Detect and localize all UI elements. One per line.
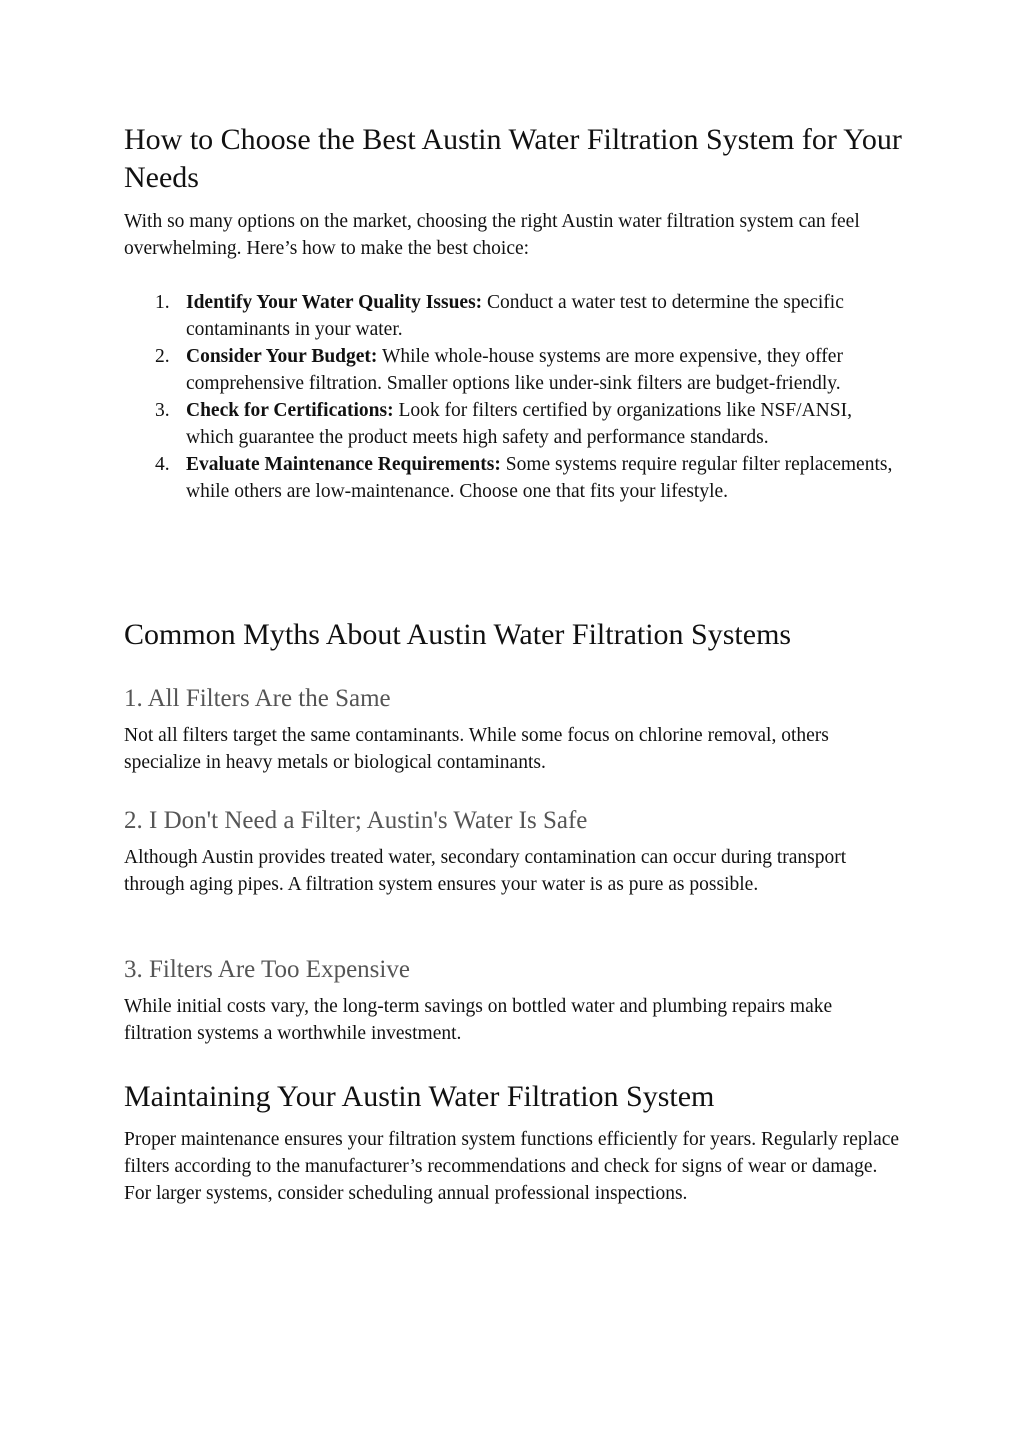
list-item-text: Look for filters certified by organizations like NSF/ANSI, which guarantee the product meets high safety and performance standards. xyxy=(186,400,852,448)
myth-heading: 3. Filters Are Too Expensive xyxy=(124,956,410,983)
list-item-number: 3. xyxy=(155,400,170,421)
list-item xyxy=(124,397,904,451)
section-intro-choose: With so many options on the market, choosing the right Austin water filtration system can feel overwhelming. Here’s how to make the best choice: xyxy=(124,211,860,259)
list-item xyxy=(124,343,904,397)
list-item-text: Some systems require regular filter replacements, while others are low-maintenance. Choose one that fits your lifestyle. xyxy=(186,454,893,502)
list-item-label: Check for Certifications: xyxy=(186,400,394,421)
section-title-choose: How to Choose the Best Austin Water Filtration System for Your Needs xyxy=(124,123,902,194)
list-item-text: Conduct a water test to determine the specific contaminants in your water. xyxy=(186,292,844,340)
section-title-maintenance: Maintaining Your Austin Water Filtration System xyxy=(124,1080,715,1113)
myth-paragraph: While initial costs vary, the long-term savings on bottled water and plumbing repairs make filtration systems a worthwhile investment. xyxy=(124,996,833,1044)
maintenance-paragraph: Proper maintenance ensures your filtration system functions efficiently for years. Regularly replace filters according to the manufacturer’s recommendations and check for signs of wear or damage. For larger systems, consider scheduling annual professional inspections. xyxy=(124,1129,900,1204)
list-item-label: Evaluate Maintenance Requirements: xyxy=(186,454,501,475)
list-item-label: Consider Your Budget: xyxy=(186,346,378,367)
criteria-list xyxy=(124,289,904,505)
myth-heading: 2. I Don't Need a Filter; Austin's Water Is Safe xyxy=(124,807,588,834)
myth-heading: 1. All Filters Are the Same xyxy=(124,685,391,712)
list-item xyxy=(124,289,904,343)
section-title-myths: Common Myths About Austin Water Filtration Systems xyxy=(124,618,792,651)
list-item-number: 1. xyxy=(155,292,170,313)
myth-paragraph: Although Austin provides treated water, secondary contamination can occur during transport through aging pipes. A filtration system ensures your water is as pure as possible. xyxy=(124,847,847,895)
list-item-number: 2. xyxy=(155,346,170,367)
list-item-number: 4. xyxy=(155,454,170,475)
list-item-text: While whole-house systems are more expensive, they offer comprehensive filtration. Smaller options like under-sink filters are budget-friendly. xyxy=(186,346,843,394)
list-item xyxy=(124,451,904,505)
myth-paragraph: Not all filters target the same contaminants. While some focus on chlorine removal, others specialize in heavy metals or biological contaminants. xyxy=(124,725,829,773)
list-item-label: Identify Your Water Quality Issues: xyxy=(186,292,483,313)
